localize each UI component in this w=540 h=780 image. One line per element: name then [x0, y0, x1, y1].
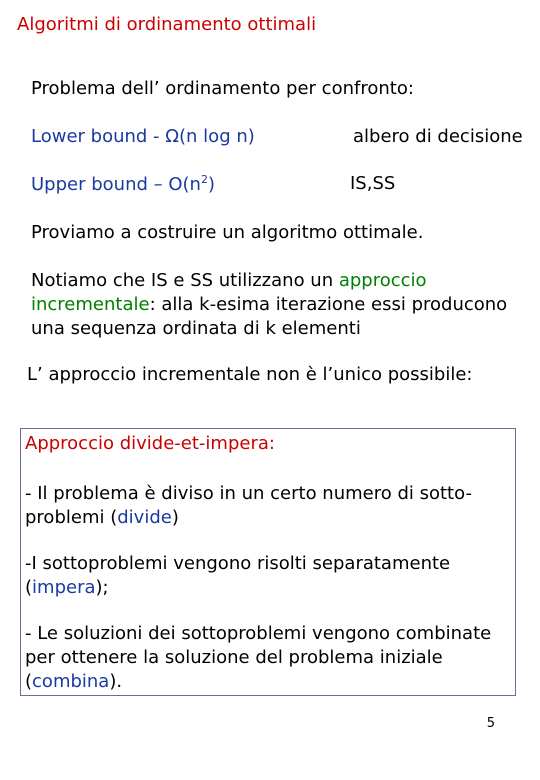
- incrementale-highlight: incrementale: [31, 294, 150, 315]
- impera-line-2: [25, 577, 109, 598]
- divide-keyword: divide: [117, 507, 172, 528]
- divide-text: problemi (: [25, 507, 118, 528]
- divide-line-1: - Il problema è diviso in un certo numero di sotto-: [25, 483, 472, 504]
- divide-line-2: [25, 507, 179, 528]
- notiamo-line-2: [31, 294, 507, 315]
- impera-text: (: [25, 577, 33, 598]
- approccio-highlight: approccio: [338, 270, 427, 291]
- notiamo-line-1: [31, 270, 427, 291]
- lower-bound: [31, 126, 255, 147]
- combina-line-1: - Le soluzioni dei sottoproblemi vengono combinate: [25, 623, 492, 644]
- notiamo-line-3: una sequenza ordinata di k elementi: [31, 318, 361, 339]
- impera-line-1: -I sottoproblemi vengono risolti separatamente: [25, 553, 451, 574]
- lower-bound-label: Lower bound -: [31, 126, 166, 147]
- omega-symbol: Ω: [165, 126, 180, 147]
- combina-line-3: [25, 671, 122, 692]
- impera-keyword: impera: [32, 577, 96, 598]
- upper-bound: [31, 173, 215, 195]
- lower-bound-note: albero di decisione: [353, 126, 523, 147]
- upper-bound-note: IS,SS: [350, 173, 396, 194]
- proviamo-text: Proviamo a costruire un algoritmo ottimale.: [31, 222, 424, 243]
- upper-bound-exponent: 2: [200, 173, 208, 186]
- lower-bound-value: (n log n): [179, 126, 255, 147]
- combina-line-2: per ottenere la soluzione del problema iniziale: [25, 647, 443, 668]
- notiamo-text: Notiamo che IS e SS utilizzano un: [31, 270, 339, 291]
- box-heading-text: Approccio divide-et-impera:: [25, 433, 275, 454]
- box-heading: [25, 433, 275, 454]
- impera-text: );: [95, 577, 109, 598]
- divide-text: ): [171, 507, 179, 528]
- combina-text: (: [25, 671, 33, 692]
- upper-bound-value: O(n: [168, 174, 201, 195]
- divide-et-impera-box: [20, 428, 516, 696]
- problem-statement: Problema dell’ ordinamento per confronto:: [31, 78, 414, 99]
- upper-bound-label: Upper bound –: [31, 174, 169, 195]
- upper-bound-close: ): [207, 174, 215, 195]
- slide-title: Algoritmi di ordinamento ottimali: [17, 14, 317, 35]
- combina-text: ).: [109, 671, 123, 692]
- combina-keyword: combina: [32, 671, 110, 692]
- slide-number: 5: [486, 716, 495, 731]
- notiamo-text: : alla k-esima iterazione essi producono: [149, 294, 508, 315]
- approccio-statement: L’ approccio incrementale non è l’unico possibile:: [27, 364, 473, 385]
